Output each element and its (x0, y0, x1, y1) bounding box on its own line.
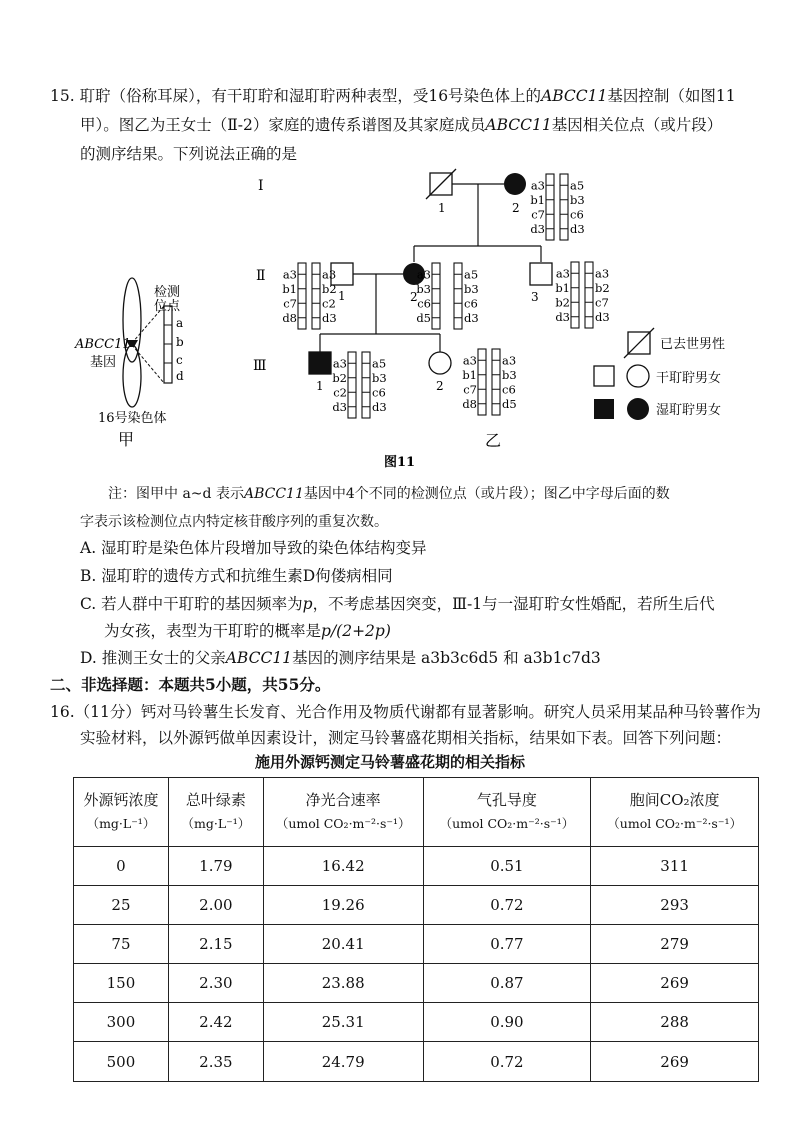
table-cell: 2.00 (168, 886, 263, 925)
seq-bar-III1_left (348, 352, 356, 418)
option-text: 为女孩，表型为干耵聍的概率是 (104, 622, 322, 640)
seq-label: d8 (282, 310, 297, 325)
header-unit: （mg·L⁻¹） (181, 816, 251, 831)
seq-label: c2 (333, 385, 347, 400)
seq-label: d5 (502, 396, 517, 411)
table-cell: 23.88 (263, 964, 423, 1003)
seq-label: c6 (464, 296, 478, 311)
table-title: 施用外源钙测定马铃薯盛花期的相关指标 (255, 753, 526, 771)
seq-label: c7 (531, 207, 545, 222)
seq-label: b1 (530, 192, 545, 207)
seq-label: b2 (322, 281, 337, 296)
table-cell: 0.51 (423, 847, 591, 886)
seq-label: c7 (463, 382, 477, 397)
header-label: 净光合速率 (305, 791, 381, 809)
gene-name: ABCC11 (485, 116, 552, 134)
locus-b: b (176, 335, 184, 349)
table-cell: 500 (74, 1042, 169, 1082)
seq-label: b3 (464, 281, 479, 296)
q15-text: 基因控制（如图11 (607, 87, 736, 105)
figure-11 (0, 160, 800, 480)
seq-label: d3 (332, 399, 347, 414)
table-cell: 0.90 (423, 1003, 591, 1042)
pedigree-III1-wet-male (309, 352, 331, 374)
detect-label-2: 位点 (154, 299, 181, 314)
figure-caption: 图11 (384, 455, 416, 470)
seq-label: a5 (464, 267, 479, 282)
header-label: 总叶绿素 (185, 791, 246, 809)
seq-bar-III2_left (478, 349, 486, 415)
table-cell: 2.30 (168, 964, 263, 1003)
q15-text: 甲）。图乙为王女士（Ⅱ-2）家庭的遗传系谱图及其家庭成员 (80, 116, 486, 134)
table-cell: 19.26 (263, 886, 423, 925)
panel-a-label: 甲 (118, 430, 135, 449)
seq-label: a3 (332, 356, 347, 371)
table-cell: 311 (591, 847, 759, 886)
option-text: C. 若人群中干耵聍的基因频率为 (80, 595, 303, 613)
table-cell: 0.72 (423, 1042, 591, 1082)
seq-label: b3 (372, 370, 387, 385)
table-cell: 0 (74, 847, 169, 886)
seq-label: d3 (570, 221, 585, 236)
seq-bar-III2_right (492, 349, 500, 415)
seq-label: d3 (555, 309, 570, 324)
table-cell: 279 (591, 925, 759, 964)
seq-label: b3 (570, 192, 585, 207)
pedigree-II3-dry-male (530, 263, 552, 285)
seq-label: d3 (372, 399, 387, 414)
seq-bar-II2_left (432, 263, 440, 329)
seq-bar-II1_left (298, 263, 306, 329)
table-row (74, 1042, 759, 1082)
header-unit: （umol CO₂·m⁻²·s⁻¹） (275, 816, 411, 831)
seq-label: a3 (502, 353, 517, 368)
q16-line-1: 16.（11分）钙对马铃薯生长发育、光合作用及物质代谢都有显著影响。研究人员采用某品种马铃薯作为 (50, 703, 761, 721)
label-I2: 2 (512, 201, 520, 215)
header-unit: （mg·L⁻¹） (86, 816, 156, 831)
table-cell: 75 (74, 925, 169, 964)
option-b: B. 湿耵聍的遗传方式和抗维生素D佝偻病相同 (80, 567, 393, 585)
header-unit: （umol CO₂·m⁻²·s⁻¹） (439, 816, 575, 831)
q15-line-3: 的测序结果。下列说法正确的是 (80, 145, 298, 163)
option-text: 基因的测序结果是 a3b3c6d5 和 a3b1c7d3 (292, 649, 601, 667)
seq-label: b3 (416, 281, 431, 296)
generation-III: Ⅲ (253, 358, 267, 374)
gene-name: ABCC11 (243, 486, 304, 502)
seq-label: b2 (332, 370, 347, 385)
table-cell: 300 (74, 1003, 169, 1042)
seq-bar-I2_left (546, 174, 554, 240)
legend-wet-male (594, 399, 614, 419)
table-row (74, 925, 759, 964)
seq-label: b2 (555, 295, 570, 310)
table-row (74, 1003, 759, 1042)
q15-line-1 (50, 86, 736, 106)
table-header-row (74, 778, 759, 847)
seq-label: b2 (595, 280, 610, 295)
generation-II: Ⅱ (256, 268, 266, 284)
option-text: ，不考虑基因突变，Ⅲ-1与一湿耵聍女性婚配，若所生后代 (312, 595, 715, 613)
label-II3: 3 (531, 290, 539, 304)
gene-name: ABCC11 (541, 87, 608, 105)
chromosome-label: 16号染色体 (98, 411, 167, 426)
header-unit: （umol CO₂·m⁻²·s⁻¹） (607, 816, 742, 831)
pedigree-I2-wet-female (504, 173, 526, 195)
seq-bar-II3_left (571, 262, 579, 328)
header-label: 胞间CO₂浓度 (629, 791, 720, 809)
seq-label: a3 (322, 267, 337, 282)
header-label: 外源钙浓度 (83, 791, 159, 809)
pedigree-III2-dry-female (429, 352, 451, 374)
legend-dry-male (594, 366, 614, 386)
table-cell: 0.77 (423, 925, 591, 964)
table-cell: 150 (74, 964, 169, 1003)
seq-label: a3 (595, 266, 610, 281)
option-text: D. 推测王女士的父亲 (80, 649, 226, 667)
table-row (74, 847, 759, 886)
q15-line-2 (80, 115, 722, 135)
seq-label: d3 (530, 221, 545, 236)
table-cell: 2.35 (168, 1042, 263, 1082)
q16-line-2: 实验材料，以外源钙做单因素设计，测定马铃薯盛花期相关指标，结果如下表。回答下列问题： (80, 729, 732, 747)
sequencing-results (282, 174, 609, 418)
probability-formula: p/(2+2p) (321, 622, 391, 640)
seq-bar-II1_right (312, 263, 320, 329)
table-cell: 2.15 (168, 925, 263, 964)
generation-I: Ⅰ (258, 178, 264, 194)
table-cell: 269 (591, 964, 759, 1003)
pedigree-I1-deceased-male (426, 169, 456, 199)
seq-label: d3 (464, 310, 479, 325)
table-cell: 25 (74, 886, 169, 925)
option-a: A. 湿耵聍是染色体片段增加导致的染色体结构变异 (80, 539, 427, 557)
seq-label: a5 (570, 178, 585, 193)
table-row (74, 886, 759, 925)
legend-dry-label: 干耵聍男女 (656, 371, 722, 386)
seq-label: c2 (322, 296, 336, 311)
label-I1: 1 (438, 201, 446, 215)
gene-label-2: 基因 (90, 355, 117, 370)
table-cell: 269 (591, 1042, 759, 1082)
locus-c: c (176, 353, 183, 367)
seq-label: d3 (322, 310, 337, 325)
label-II1: 1 (338, 289, 346, 303)
seq-label: d8 (462, 396, 477, 411)
figure-note-line-2: 字表示该检测位点内特定核苷酸序列的重复次数。 (80, 514, 388, 530)
variable-p: p (302, 595, 313, 613)
table-cell: 16.42 (263, 847, 423, 886)
legend-deceased-male (624, 328, 654, 358)
seq-label: b1 (555, 280, 570, 295)
table-cell: 24.79 (263, 1042, 423, 1082)
seq-label: a3 (416, 267, 431, 282)
q15-text: 15. 耵聍（俗称耳屎），有干耵聍和湿耵聍两种表型，受16号染色体上的 (50, 87, 542, 105)
label-III2: 2 (436, 379, 444, 393)
seq-label: b3 (502, 367, 517, 382)
q15-text: 基因相关位点（或片段） (551, 116, 723, 134)
legend-wet-label: 湿耵聍男女 (656, 403, 722, 418)
seq-bar-II3_right (585, 262, 593, 328)
label-III1: 1 (316, 379, 324, 393)
header-chlorophyll (168, 778, 263, 847)
header-co2 (591, 778, 759, 847)
legend-deceased-label: 已去世男性 (660, 337, 726, 352)
legend-dry-female (627, 365, 649, 387)
detect-label-1: 检测 (154, 285, 181, 300)
locus-d: d (176, 369, 184, 383)
seq-label: b1 (462, 367, 477, 382)
seq-bar-II2_right (454, 263, 462, 329)
seq-label: a5 (372, 356, 387, 371)
table-cell: 293 (591, 886, 759, 925)
gene-label-1: ABCC11 (75, 337, 131, 352)
seq-label: c7 (283, 296, 297, 311)
table-cell: 1.79 (168, 847, 263, 886)
legend-wet-female (627, 398, 649, 420)
seq-label: b1 (282, 281, 297, 296)
label-II2: 2 (410, 290, 418, 304)
option-d (80, 648, 601, 668)
seq-label: c6 (417, 296, 431, 311)
seq-label: c6 (372, 385, 386, 400)
option-c-line-1 (80, 594, 715, 614)
seq-label: c7 (595, 295, 609, 310)
seq-label: a3 (282, 267, 297, 282)
panel-b-label: 乙 (485, 431, 502, 450)
seq-bar-III1_right (362, 352, 370, 418)
locus-a: a (176, 316, 184, 330)
seq-label: c6 (502, 382, 516, 397)
seq-label: a3 (462, 353, 477, 368)
table-cell: 20.41 (263, 925, 423, 964)
figure-note-line-1 (108, 484, 670, 504)
table-cell: 0.87 (423, 964, 591, 1003)
seq-label: a3 (530, 178, 545, 193)
section-2-heading: 二、非选择题：本题共5小题，共55分。 (50, 675, 331, 694)
seq-bar-I2_right (560, 174, 568, 240)
table-row (74, 964, 759, 1003)
seq-label: a3 (555, 266, 570, 281)
header-label: 气孔导度 (476, 791, 537, 809)
table-cell: 25.31 (263, 1003, 423, 1042)
table-cell: 2.42 (168, 1003, 263, 1042)
option-c-line-2 (104, 621, 391, 641)
gene-name: ABCC11 (225, 649, 293, 667)
note-text: 基因中4个不同的检测位点（或片段）；图乙中字母后面的数 (303, 486, 670, 502)
note-text: 注：图甲中 a~d 表示 (108, 486, 244, 502)
header-stomatal (423, 778, 591, 847)
seq-label: d3 (595, 309, 610, 324)
table-cell: 288 (591, 1003, 759, 1042)
data-table (73, 777, 759, 1082)
header-calcium (74, 778, 169, 847)
seq-label: d5 (416, 310, 431, 325)
seq-label: c6 (570, 207, 584, 222)
table-cell: 0.72 (423, 886, 591, 925)
header-photosynthesis (263, 778, 423, 847)
